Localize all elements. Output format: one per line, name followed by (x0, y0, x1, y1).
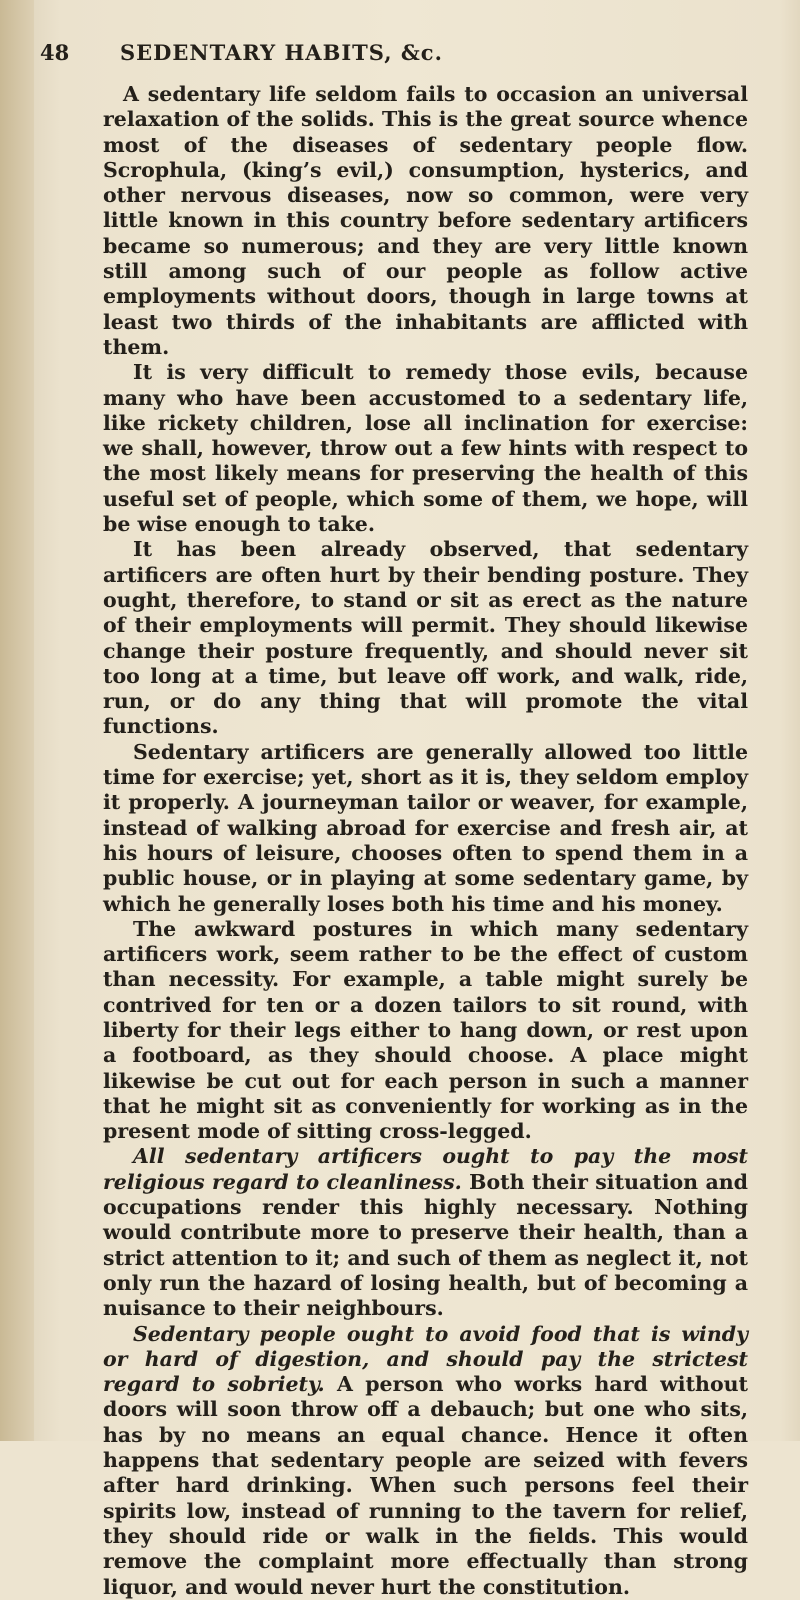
paragraph-1 (103, 82, 748, 360)
paragraph-text: It has been already observed, that sedentary artificers are often hurt by their bending posture. They ought, therefore, to stand or sit as erect as the nature of their employments will permit. They should likewise change their posture frequently, and should never sit too long at a time, but leave off work, and walk, ride, run, or do any thing that will promote the vital functions. (103, 537, 748, 739)
paragraph-text: It is very difficult to remedy those evils, because many who have been accustomed to a sedentary life, like rickety children, lose all inclination for exercise: we shall, however, throw out a few hints with respect to the most likely means for preserving the health of this useful set of people, which some of them, we hope, will be wise enough to take. (103, 360, 748, 537)
paragraph-text: A person who works hard without doors will soon throw off a debauch; but one who sits, has by no means an equal chance. Hence it often happens that sedentary people are seized with fevers after hard drinking. When such persons feel their spirits low, instead of running to the tavern for relief, they should ride or walk in the fields. This would remove the complaint more effectually than strong liquor, and would never hurt the constitution. (103, 1372, 749, 1599)
paragraph-4 (103, 740, 748, 917)
paragraph-text: Sedentary artificers are generally allowed too little time for exercise; yet, short as it is, they seldom employ it properly. A journeyman tailor or weaver, for example, instead of walking abroad for exercise and fresh air, at his hours of leisure, chooses often to spend them in a public house, or in playing at some sedentary game, by which he generally loses both his time and his money. (103, 739, 748, 916)
paragraph-text: A sedentary life seldom fails to occasion an universal relaxation of the solids. This is the great source whence most of the diseases of sedentary people flow. Scrophula, (king’s evil,) consumption, hysterics, and other nervous diseases, now so common, were very little known in this country before sedentary artificers became so numerous; and they are very little known still among such of our people as follow active employments without doors, though in large towns at least two thirds of the inhabitants are afflicted with them. (103, 82, 748, 359)
paragraph-3 (103, 537, 748, 739)
paragraph-5 (103, 917, 748, 1145)
paragraph-italic-lead: Sedentary people ought to avoid food that is windy or hard of digestion, and should pay the strictest regard to sobriety. (103, 1321, 748, 1397)
page-number: 48 (40, 40, 70, 65)
paragraph-text: Both their situation and occupations render this highly necessary. Nothing would contribute more to preserve their health, than a strict attention to it; and such of them as neglect it, not only run the hazard of losing health, but of becoming a nuisance to their neighbours. (103, 1169, 748, 1321)
book-gutter (0, 0, 34, 1441)
paragraph-7 (103, 1322, 748, 1600)
paragraph-italic-lead: All sedentary artificers ought to pay the most religious regard to cleanliness. (103, 1144, 748, 1194)
paragraph-2 (103, 360, 748, 537)
body-text (103, 82, 748, 1600)
running-title: SEDENTARY HABITS, &c. (120, 40, 443, 65)
paragraph-6 (103, 1144, 748, 1321)
paragraph-text: The awkward postures in which many sedentary artificers work, seem rather to be the effect of custom than necessity. For example, a table might surely be contrived for ten or a dozen tailors to sit round, with liberty for their legs either to hang down, or rest upon a footboard, as they should choose. A place might likewise be cut out for each person in such a manner that he might sit as conveniently for working as in the present mode of sitting cross-legged. (103, 916, 748, 1144)
page-header (40, 40, 750, 74)
